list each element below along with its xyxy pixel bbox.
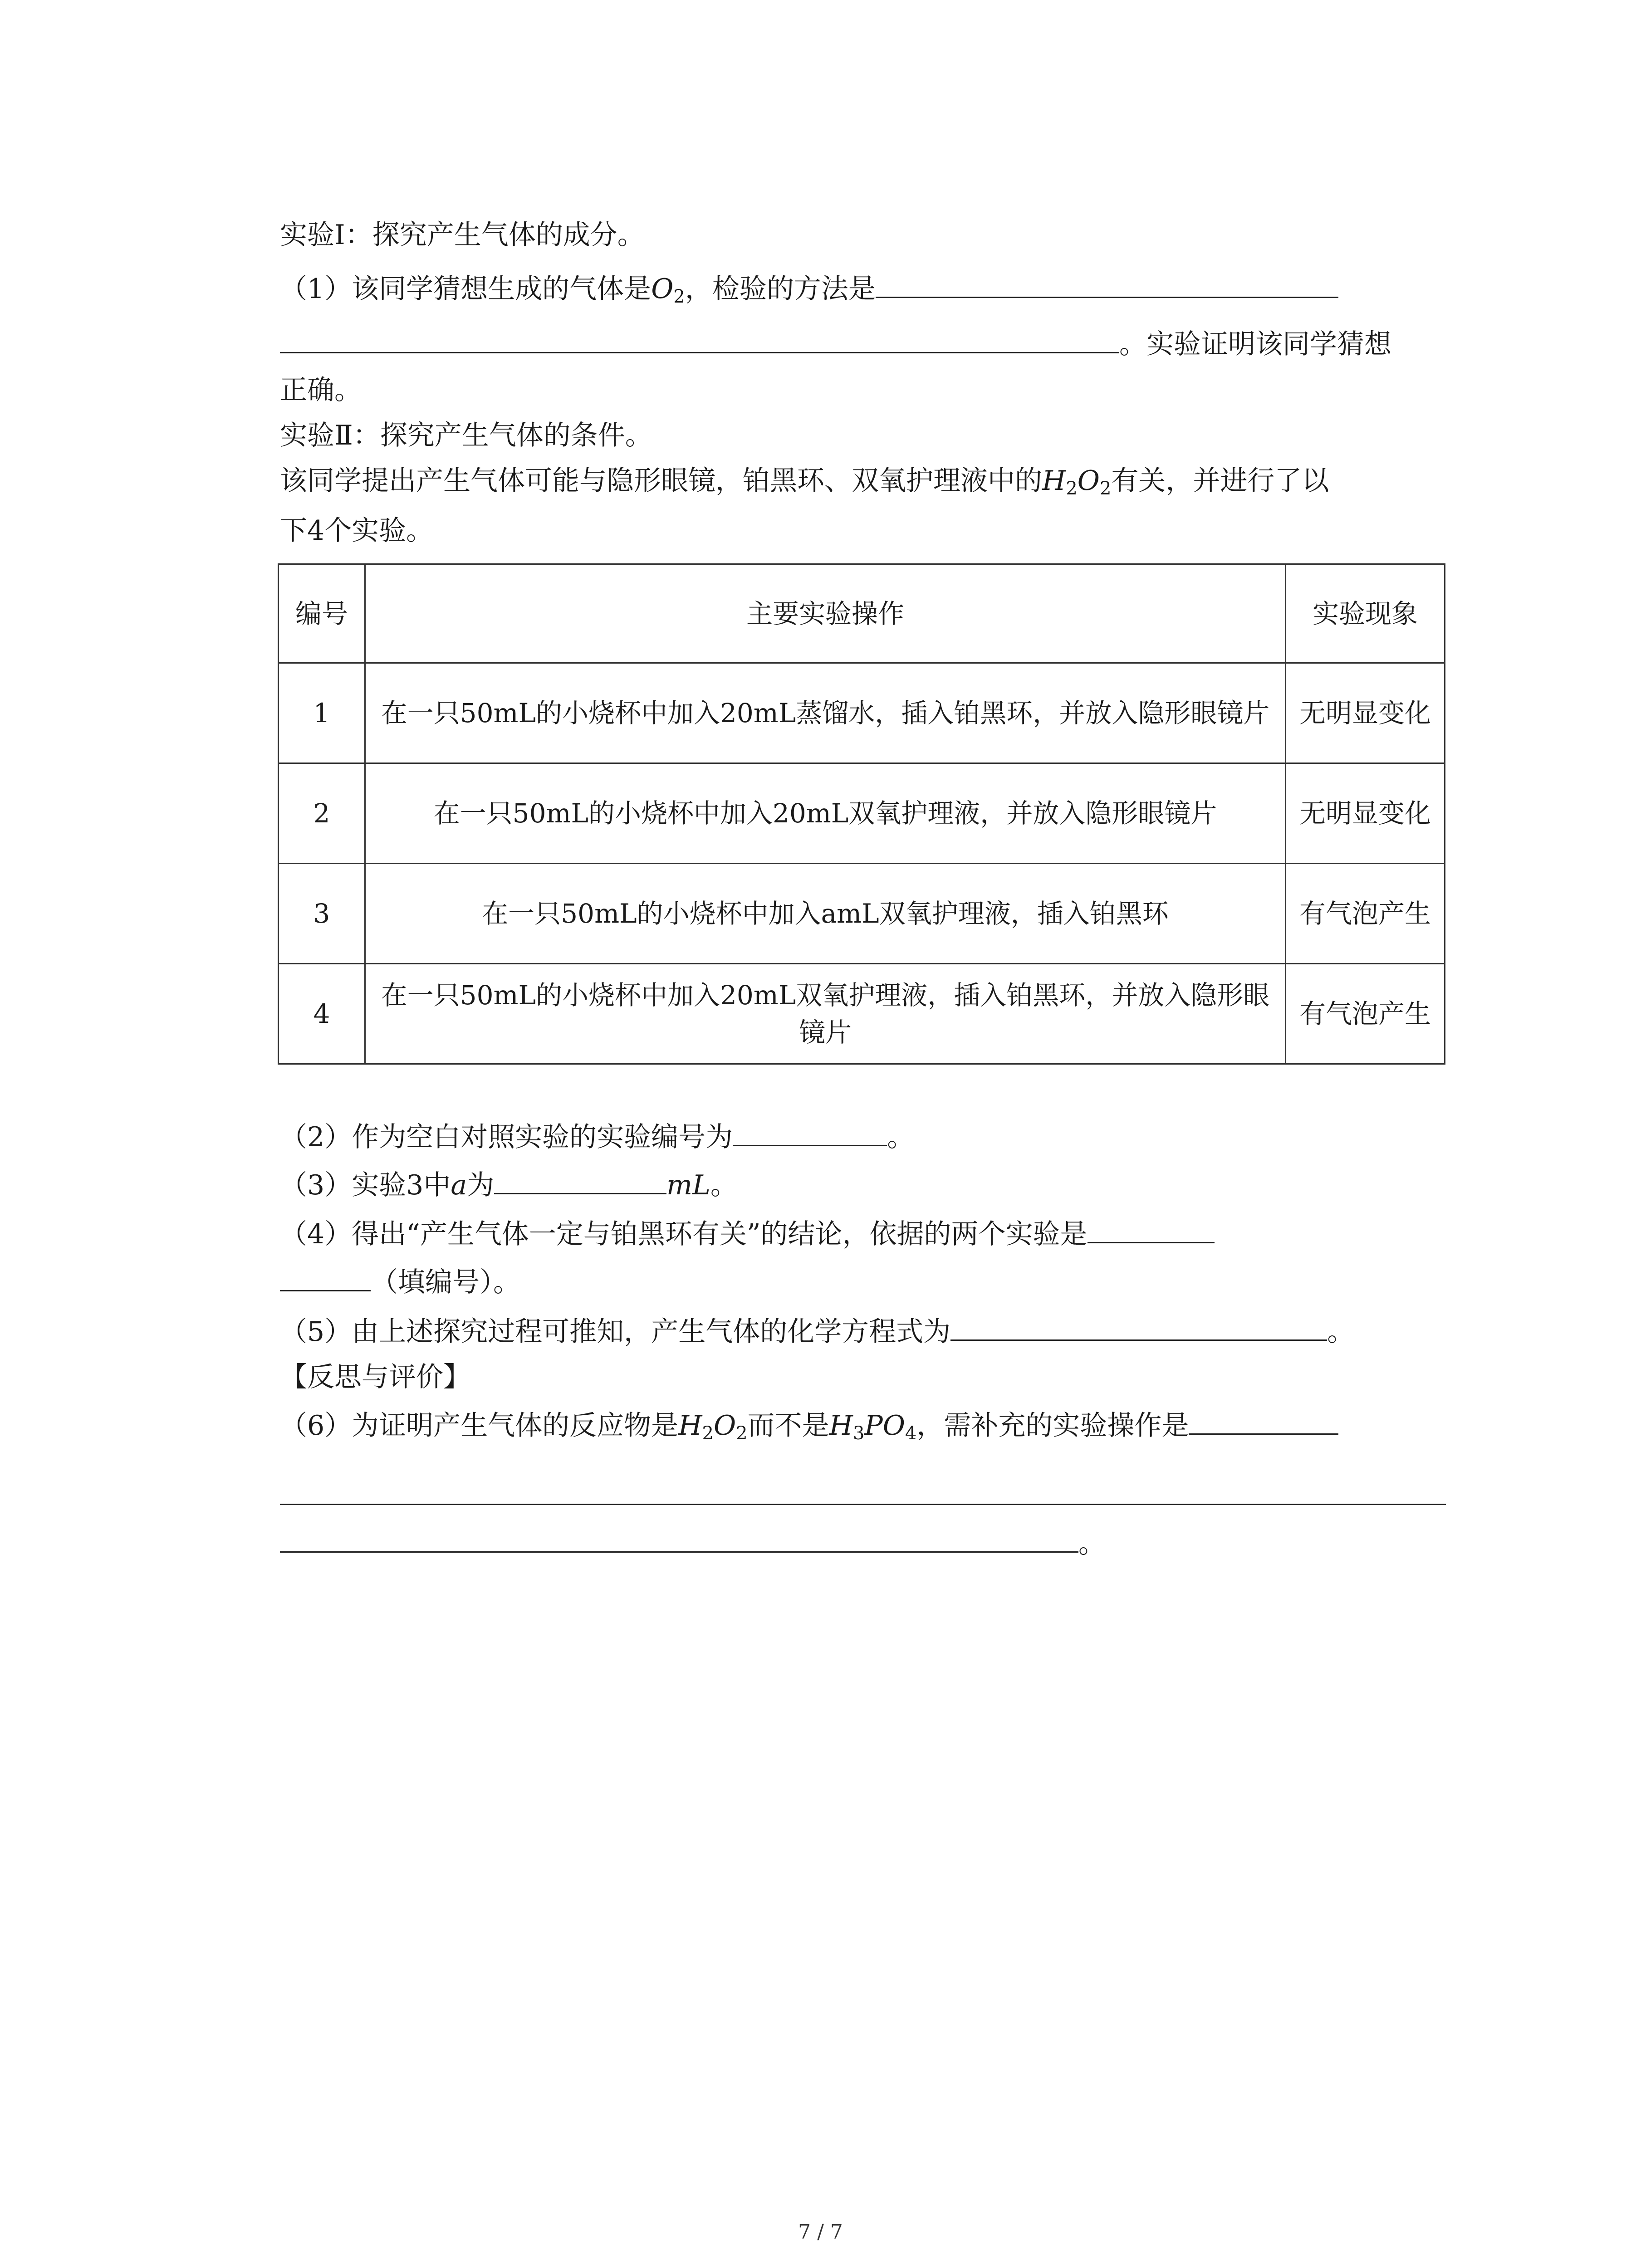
exp1-title: 实验Ⅰ：探究产生气体的成分。	[280, 219, 645, 251]
q4-answer-blank-1[interactable]	[1087, 1215, 1215, 1243]
exp2-title: 实验Ⅱ：探究产生气体的条件。	[280, 420, 652, 451]
q6-mid: 而不是	[747, 1410, 829, 1442]
q6-h2o2-o: O	[713, 1410, 736, 1442]
q3-end: 。	[710, 1169, 738, 1201]
row-operation: 在一只50mL的小烧杯中加入amL双氧护理液，插入铂黑环	[365, 864, 1286, 964]
row-operation: 在一只50mL的小烧杯中加入20mL双氧护理液，并放入隐形眼镜片	[365, 763, 1286, 864]
intro-a: 该同学提出产生气体可能与隐形眼镜，铂黑环、双氧护理液中的	[280, 465, 1042, 497]
q1-answer-blank-1[interactable]	[876, 269, 1338, 298]
table-row	[279, 864, 1445, 964]
q1-prefix: （1）该同学猜想生成的气体是	[280, 273, 652, 305]
row-operation: 在一只50mL的小烧杯中加入20mL蒸馏水，插入铂黑环，并放入隐形眼镜片	[365, 663, 1286, 763]
table-row	[279, 964, 1445, 1064]
q1-formula: O	[651, 273, 674, 305]
row-number: 4	[279, 964, 365, 1064]
header-phenomenon: 实验现象	[1286, 564, 1445, 663]
q6-answer-blank-2[interactable]	[280, 1476, 1446, 1505]
question-4-line-2	[280, 1263, 520, 1300]
row-result: 有气泡产生	[1286, 964, 1445, 1064]
intro-b: 有关，并进行了以	[1111, 465, 1329, 497]
q4-end: （填编号）。	[371, 1266, 520, 1298]
q6-end: 。	[1078, 1528, 1106, 1559]
q6-h2o2-sub1: 2	[702, 1423, 714, 1444]
q6-h3po4-sub2: 4	[905, 1423, 917, 1444]
q3-wei: 为	[467, 1169, 495, 1201]
q6-text: （6）为证明产生气体的反应物是	[280, 1410, 679, 1442]
q5-end: 。	[1327, 1316, 1355, 1348]
question-1-line-2	[280, 325, 1391, 362]
row-result: 无明显变化	[1286, 663, 1445, 763]
intro-formula-sub1: 2	[1066, 478, 1078, 499]
row-number: 2	[279, 763, 365, 864]
q6-h3po4-h: H	[829, 1410, 853, 1442]
page-number: 7 / 7	[798, 2220, 843, 2244]
intro-formula-o: O	[1077, 465, 1100, 497]
q3-var: a	[451, 1169, 467, 1201]
exp2-intro-line-1	[280, 463, 1329, 499]
q3-answer-blank[interactable]	[494, 1166, 666, 1194]
row-number: 3	[279, 864, 365, 964]
q2-answer-blank[interactable]	[733, 1118, 887, 1146]
q2-text: （2）作为空白对照实验的实验编号为	[280, 1121, 733, 1153]
q6-line-3	[280, 1524, 1106, 1562]
table-row	[279, 763, 1445, 864]
q6-h3po4-po: PO	[864, 1410, 905, 1442]
q1-end: 正确。	[280, 374, 362, 406]
intro-formula-sub2: 2	[1099, 478, 1112, 499]
reflection-heading: 【反思与评价】	[280, 1361, 470, 1393]
question-5	[280, 1312, 1354, 1350]
row-result: 有气泡产生	[1286, 864, 1445, 964]
q4-text: （4）得出“产生气体一定与铂黑环有关”的结论，依据的两个实验是	[280, 1218, 1087, 1250]
q1-formula-sub: 2	[673, 286, 685, 307]
question-3	[280, 1166, 738, 1203]
row-result: 无明显变化	[1286, 763, 1445, 864]
q1-answer-blank-2[interactable]	[280, 325, 1119, 353]
q6-b: ，需补充的实验操作是	[916, 1410, 1189, 1442]
exp2-intro-line-2: 下4个实验。	[280, 515, 434, 547]
question-1-line	[280, 269, 1338, 307]
q3-unit: mL	[666, 1169, 710, 1201]
question-2	[280, 1118, 914, 1155]
experiment-table	[278, 563, 1445, 1065]
question-6	[280, 1406, 1338, 1444]
q6-line-2	[280, 1476, 1446, 1514]
header-operation: 主要实验操作	[365, 564, 1286, 663]
table-row	[279, 663, 1445, 763]
q5-text: （5）由上述探究过程可推知，产生气体的化学方程式为	[280, 1316, 951, 1348]
q6-h3po4-sub1: 3	[852, 1423, 865, 1444]
q6-answer-blank-1[interactable]	[1189, 1406, 1338, 1435]
intro-formula-h: H	[1042, 465, 1066, 497]
row-operation: 在一只50mL的小烧杯中加入20mL双氧护理液，插入铂黑环，并放入隐形眼镜片	[365, 964, 1286, 1064]
q1-mid: ，检验的方法是	[685, 273, 876, 305]
q5-answer-blank[interactable]	[950, 1312, 1327, 1341]
q4-answer-blank-2[interactable]	[280, 1263, 371, 1291]
q3-text: （3）实验3中	[280, 1169, 451, 1201]
question-4	[280, 1215, 1215, 1252]
header-number: 编号	[279, 564, 365, 663]
q6-h2o2-sub2: 2	[736, 1423, 748, 1444]
table-header-row	[279, 564, 1445, 663]
row-number: 1	[279, 663, 365, 763]
q6-h2o2-h: H	[678, 1410, 702, 1442]
q1-tail: 。实验证明该同学猜想	[1119, 328, 1391, 360]
q6-answer-blank-3[interactable]	[280, 1524, 1078, 1553]
q2-end: 。	[887, 1121, 915, 1153]
